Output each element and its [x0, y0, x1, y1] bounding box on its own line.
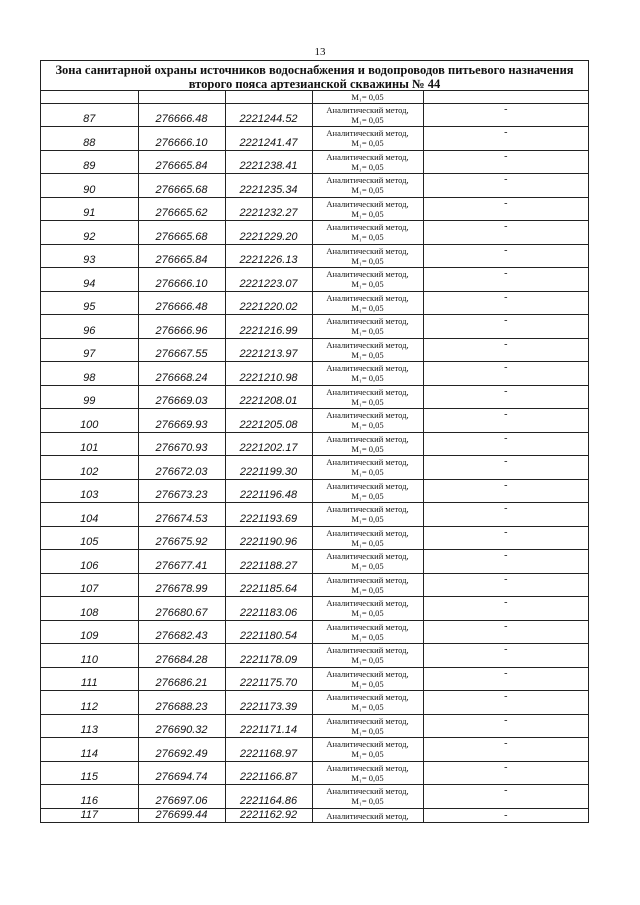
cell-x: 276665.84 — [138, 150, 225, 174]
cell-dash: - — [423, 409, 588, 433]
table-row — [41, 221, 588, 245]
cell-x: 276688.23 — [138, 691, 225, 715]
cell-number: 115 — [41, 761, 138, 785]
cell-dash: - — [423, 362, 588, 386]
cell-number: 104 — [41, 503, 138, 527]
cell-dash: - — [423, 315, 588, 339]
cell-method — [312, 409, 423, 433]
cell-method — [312, 432, 423, 456]
method-value: М₁= 0,05 — [351, 514, 384, 524]
cell-method — [312, 174, 423, 198]
cell-x: 276680.67 — [138, 597, 225, 621]
cell-method — [312, 714, 423, 738]
cell-number: 92 — [41, 221, 138, 245]
cell-number: 90 — [41, 174, 138, 198]
cell-y: 2221173.39 — [225, 691, 312, 715]
table-row — [41, 644, 588, 668]
cell-x: 276697.06 — [138, 785, 225, 809]
method-label: Аналитический метод, — [326, 386, 409, 397]
table-row — [41, 761, 588, 785]
cell-x: 276692.49 — [138, 738, 225, 762]
cell-x: 276684.28 — [138, 644, 225, 668]
cell-method — [312, 197, 423, 221]
coordinates-table — [41, 91, 588, 823]
method-value: М₁= 0,05 — [351, 749, 384, 759]
cell-method — [312, 691, 423, 715]
page-number: 13 — [314, 46, 326, 58]
cell-y: 2221213.97 — [225, 338, 312, 362]
method-value: М₁= 0,05 — [351, 631, 384, 642]
cell-method — [312, 573, 423, 597]
method-value: М₁= 0,05 — [351, 302, 384, 313]
cell-y: 2221166.87 — [225, 761, 312, 785]
method-label: Аналитический метод, — [326, 128, 409, 138]
cell-dash: - — [423, 291, 588, 315]
table-title: Зона санитарной охраны источников водоснабжения и водопроводов питьевого назначения второго пояса артезианской скважины № 44 — [41, 60, 588, 91]
cell-y: 2221190.96 — [225, 526, 312, 550]
cell-number: 100 — [41, 409, 138, 433]
method-label: Аналитический метод, — [326, 245, 409, 256]
cell-dash: - — [423, 526, 588, 550]
table-row — [41, 785, 588, 809]
cell-x: 276665.68 — [138, 221, 225, 245]
method-label: Аналитический метод, — [326, 598, 409, 608]
cell-method — [312, 150, 423, 174]
cell-dash: - — [423, 479, 588, 503]
method-value: М₁= 0,05 — [351, 396, 384, 407]
document-sheet — [40, 60, 589, 823]
cell-method — [312, 597, 423, 621]
method-label: Аналитический метод, — [326, 269, 409, 279]
cell-method — [312, 526, 423, 550]
method-value: М₁= 0,05 — [351, 185, 384, 195]
cell-y: 2221193.69 — [225, 503, 312, 527]
method-value: М₁= 0,05 — [351, 114, 384, 125]
method-value: М₁= 0,05 — [351, 232, 384, 242]
cell-y: 2221208.01 — [225, 385, 312, 409]
cell-dash: - — [423, 456, 588, 480]
method-label: Аналитический метод, — [326, 645, 409, 655]
method-value: М₁= 0,05 — [351, 584, 384, 595]
cell-method — [312, 785, 423, 809]
table-row — [41, 174, 588, 198]
method-label: Аналитический метод, — [326, 363, 409, 373]
cell-y: 2221229.20 — [225, 221, 312, 245]
method-value: М₁= 0,05 — [351, 279, 384, 289]
cell-method — [312, 738, 423, 762]
method-label: Аналитический метод, — [326, 762, 409, 773]
table-row — [41, 597, 588, 621]
cell-method — [312, 550, 423, 574]
cell-x: 276669.03 — [138, 385, 225, 409]
method-label: Аналитический метод, — [326, 715, 409, 726]
cell-method: Аналитический метод, — [312, 808, 423, 822]
cell-dash — [423, 91, 588, 103]
cell-number: 89 — [41, 150, 138, 174]
cell-method — [312, 503, 423, 527]
table-row — [41, 479, 588, 503]
cell-number: 98 — [41, 362, 138, 386]
table-row — [41, 714, 588, 738]
cell-number: 108 — [41, 597, 138, 621]
cell-method — [312, 456, 423, 480]
cell-dash: - — [423, 197, 588, 221]
cell-x: 276666.96 — [138, 315, 225, 339]
cell-y: 2221202.17 — [225, 432, 312, 456]
cell-number: 95 — [41, 291, 138, 315]
cell-method — [312, 761, 423, 785]
cell-y: 2221226.13 — [225, 244, 312, 268]
cell-x: 276677.41 — [138, 550, 225, 574]
cell-number: 109 — [41, 620, 138, 644]
method-value: М₁= 0,05 — [351, 796, 384, 806]
table-row — [41, 103, 588, 127]
cell-number: 117 — [41, 808, 138, 822]
cell-y: 2221185.64 — [225, 573, 312, 597]
table-row — [41, 526, 588, 550]
method-value: М₁= 0,05 — [351, 161, 384, 172]
cell-x: 276690.32 — [138, 714, 225, 738]
cell-y: 2221188.27 — [225, 550, 312, 574]
cell-x: 276675.92 — [138, 526, 225, 550]
method-value: М₁= 0,05 — [351, 678, 384, 689]
cell-method — [312, 315, 423, 339]
table-row — [41, 150, 588, 174]
table-row — [41, 291, 588, 315]
method-value: М₁= 0,05 — [351, 138, 384, 148]
cell-x: 276682.43 — [138, 620, 225, 644]
cell-x: 276665.62 — [138, 197, 225, 221]
cell-dash: - — [423, 244, 588, 268]
method-value: М₁= 0,05 — [351, 725, 384, 736]
method-value: М₁= 0,05 — [351, 443, 384, 454]
cell-number: 91 — [41, 197, 138, 221]
cell-x: 276668.24 — [138, 362, 225, 386]
cell-y: 2221223.07 — [225, 268, 312, 292]
cell-number: 114 — [41, 738, 138, 762]
cell-x: 276694.74 — [138, 761, 225, 785]
cell-x: 276670.93 — [138, 432, 225, 456]
cell-dash: - — [423, 597, 588, 621]
method-value: М₁= 0,05 — [351, 608, 384, 618]
method-label: Аналитический метод, — [326, 198, 409, 209]
method-label: Аналитический метод, — [326, 339, 409, 350]
cell-dash: - — [423, 174, 588, 198]
cell-y: 2221216.99 — [225, 315, 312, 339]
cell-y: 2221168.97 — [225, 738, 312, 762]
method-label: Аналитический метод, — [326, 739, 409, 749]
cell-dash: - — [423, 738, 588, 762]
cell-number: 88 — [41, 127, 138, 151]
cell-dash: - — [423, 221, 588, 245]
cell-number — [41, 91, 138, 103]
cell-y: 2221205.08 — [225, 409, 312, 433]
cell-method — [312, 244, 423, 268]
cell-number: 116 — [41, 785, 138, 809]
cell-x: 276665.68 — [138, 174, 225, 198]
method-value: М₁= 0,05 — [351, 373, 384, 383]
table-row — [41, 197, 588, 221]
cell-dash: - — [423, 127, 588, 151]
method-value: М₁= 0,05 — [351, 326, 384, 336]
cell-x: 276699.44 — [138, 808, 225, 822]
method-value: М₁= 0,05 — [351, 255, 384, 266]
cell-dash: - — [423, 714, 588, 738]
method-value: М₁= 0,05 — [351, 561, 384, 571]
cell-dash: - — [423, 761, 588, 785]
cell-x: 276665.84 — [138, 244, 225, 268]
cell-method — [312, 268, 423, 292]
cell-dash: - — [423, 432, 588, 456]
method-label: Аналитический метод, — [326, 668, 409, 679]
cell-dash: - — [423, 150, 588, 174]
cell-dash: - — [423, 103, 588, 127]
method-label: Аналитический метод, — [326, 175, 409, 185]
table-row-continued — [41, 91, 588, 103]
cell-method — [312, 479, 423, 503]
cell-x: 276678.99 — [138, 573, 225, 597]
method-value: М₁= 0,05 — [351, 208, 384, 219]
cell-y: 2221232.27 — [225, 197, 312, 221]
cell-y: 2221199.30 — [225, 456, 312, 480]
cell-x: 276666.48 — [138, 291, 225, 315]
cell-x: 276673.23 — [138, 479, 225, 503]
cell-x: 276672.03 — [138, 456, 225, 480]
cell-x: 276667.55 — [138, 338, 225, 362]
cell-y: 2221183.06 — [225, 597, 312, 621]
table-row-last — [41, 808, 588, 822]
table-row — [41, 268, 588, 292]
table-row — [41, 503, 588, 527]
method-label: Аналитический метод, — [326, 222, 409, 232]
cell-number: 102 — [41, 456, 138, 480]
method-label: Аналитический метод, — [326, 410, 409, 420]
method-label: Аналитический метод, — [326, 457, 409, 467]
cell-x — [138, 91, 225, 103]
cell-y: 2221171.14 — [225, 714, 312, 738]
method-label: Аналитический метод, — [326, 786, 409, 796]
method-label: Аналитический метод, — [326, 551, 409, 561]
cell-dash: - — [423, 385, 588, 409]
method-label: Аналитический метод, — [326, 527, 409, 538]
cell-number: 93 — [41, 244, 138, 268]
method-value: М₁= 0,05 — [351, 490, 384, 501]
table-row — [41, 432, 588, 456]
cell-number: 87 — [41, 103, 138, 127]
cell-x: 276666.10 — [138, 127, 225, 151]
method-value: М₁= 0,05 — [351, 537, 384, 548]
cell-number: 113 — [41, 714, 138, 738]
table-row — [41, 456, 588, 480]
method-value: М₁= 0,05 — [351, 467, 384, 477]
cell-x: 276669.93 — [138, 409, 225, 433]
cell-method — [312, 338, 423, 362]
table-row — [41, 691, 588, 715]
cell-number: 99 — [41, 385, 138, 409]
cell-number: 110 — [41, 644, 138, 668]
table-row — [41, 244, 588, 268]
cell-y: 2221238.41 — [225, 150, 312, 174]
method-label: Аналитический метод, — [326, 316, 409, 326]
cell-y: 2221175.70 — [225, 667, 312, 691]
method-label: Аналитический метод, — [326, 692, 409, 702]
cell-method — [312, 620, 423, 644]
cell-number: 94 — [41, 268, 138, 292]
table-row — [41, 315, 588, 339]
table-row — [41, 738, 588, 762]
method-value: М₁= 0,05 — [351, 702, 384, 712]
cell-method — [312, 127, 423, 151]
cell-number: 107 — [41, 573, 138, 597]
cell-y: 2221241.47 — [225, 127, 312, 151]
cell-number: 111 — [41, 667, 138, 691]
cell-dash: - — [423, 808, 588, 822]
table-row — [41, 573, 588, 597]
cell-y: 2221180.54 — [225, 620, 312, 644]
table-row — [41, 550, 588, 574]
cell-dash: - — [423, 620, 588, 644]
method-value: М₁= 0,05 — [351, 655, 384, 665]
cell-number: 96 — [41, 315, 138, 339]
cell-method: М₁= 0,05 — [312, 91, 423, 103]
method-label: Аналитический метод, — [326, 504, 409, 514]
table-row — [41, 362, 588, 386]
cell-y: 2221235.34 — [225, 174, 312, 198]
table-row — [41, 409, 588, 433]
method-value: М₁= 0,05 — [351, 772, 384, 783]
method-label: Аналитический метод, — [326, 574, 409, 585]
cell-method — [312, 667, 423, 691]
cell-number: 106 — [41, 550, 138, 574]
cell-y: 2221178.09 — [225, 644, 312, 668]
cell-method — [312, 221, 423, 245]
table-row — [41, 620, 588, 644]
cell-x: 276666.10 — [138, 268, 225, 292]
method-label: Аналитический метод, — [326, 151, 409, 162]
method-value: М₁= 0,05 — [351, 420, 384, 430]
method-label: Аналитический метод, — [326, 480, 409, 491]
cell-number: 97 — [41, 338, 138, 362]
cell-dash: - — [423, 268, 588, 292]
cell-dash: - — [423, 338, 588, 362]
cell-x: 276666.48 — [138, 103, 225, 127]
table-row — [41, 127, 588, 151]
cell-y: 2221244.52 — [225, 103, 312, 127]
table-row — [41, 338, 588, 362]
cell-dash: - — [423, 691, 588, 715]
cell-dash: - — [423, 667, 588, 691]
cell-method — [312, 291, 423, 315]
table-row — [41, 385, 588, 409]
cell-method — [312, 362, 423, 386]
cell-dash: - — [423, 785, 588, 809]
cell-x: 276674.53 — [138, 503, 225, 527]
method-label: Аналитический метод, — [326, 433, 409, 444]
cell-method — [312, 385, 423, 409]
method-label: Аналитический метод, — [326, 621, 409, 632]
cell-y: 2221210.98 — [225, 362, 312, 386]
cell-y: 2221164.86 — [225, 785, 312, 809]
cell-y: 2221196.48 — [225, 479, 312, 503]
method-label: Аналитический метод, — [326, 292, 409, 303]
cell-method — [312, 644, 423, 668]
cell-number: 103 — [41, 479, 138, 503]
cell-dash: - — [423, 503, 588, 527]
method-value: М₁= 0,05 — [351, 349, 384, 360]
method-label: Аналитический метод, — [326, 104, 409, 115]
cell-y: 2221162.92 — [225, 808, 312, 822]
cell-x: 276686.21 — [138, 667, 225, 691]
cell-y — [225, 91, 312, 103]
cell-dash: - — [423, 573, 588, 597]
cell-number: 112 — [41, 691, 138, 715]
cell-number: 105 — [41, 526, 138, 550]
table-row — [41, 667, 588, 691]
cell-dash: - — [423, 644, 588, 668]
cell-dash: - — [423, 550, 588, 574]
cell-y: 2221220.02 — [225, 291, 312, 315]
cell-method — [312, 103, 423, 127]
cell-number: 101 — [41, 432, 138, 456]
